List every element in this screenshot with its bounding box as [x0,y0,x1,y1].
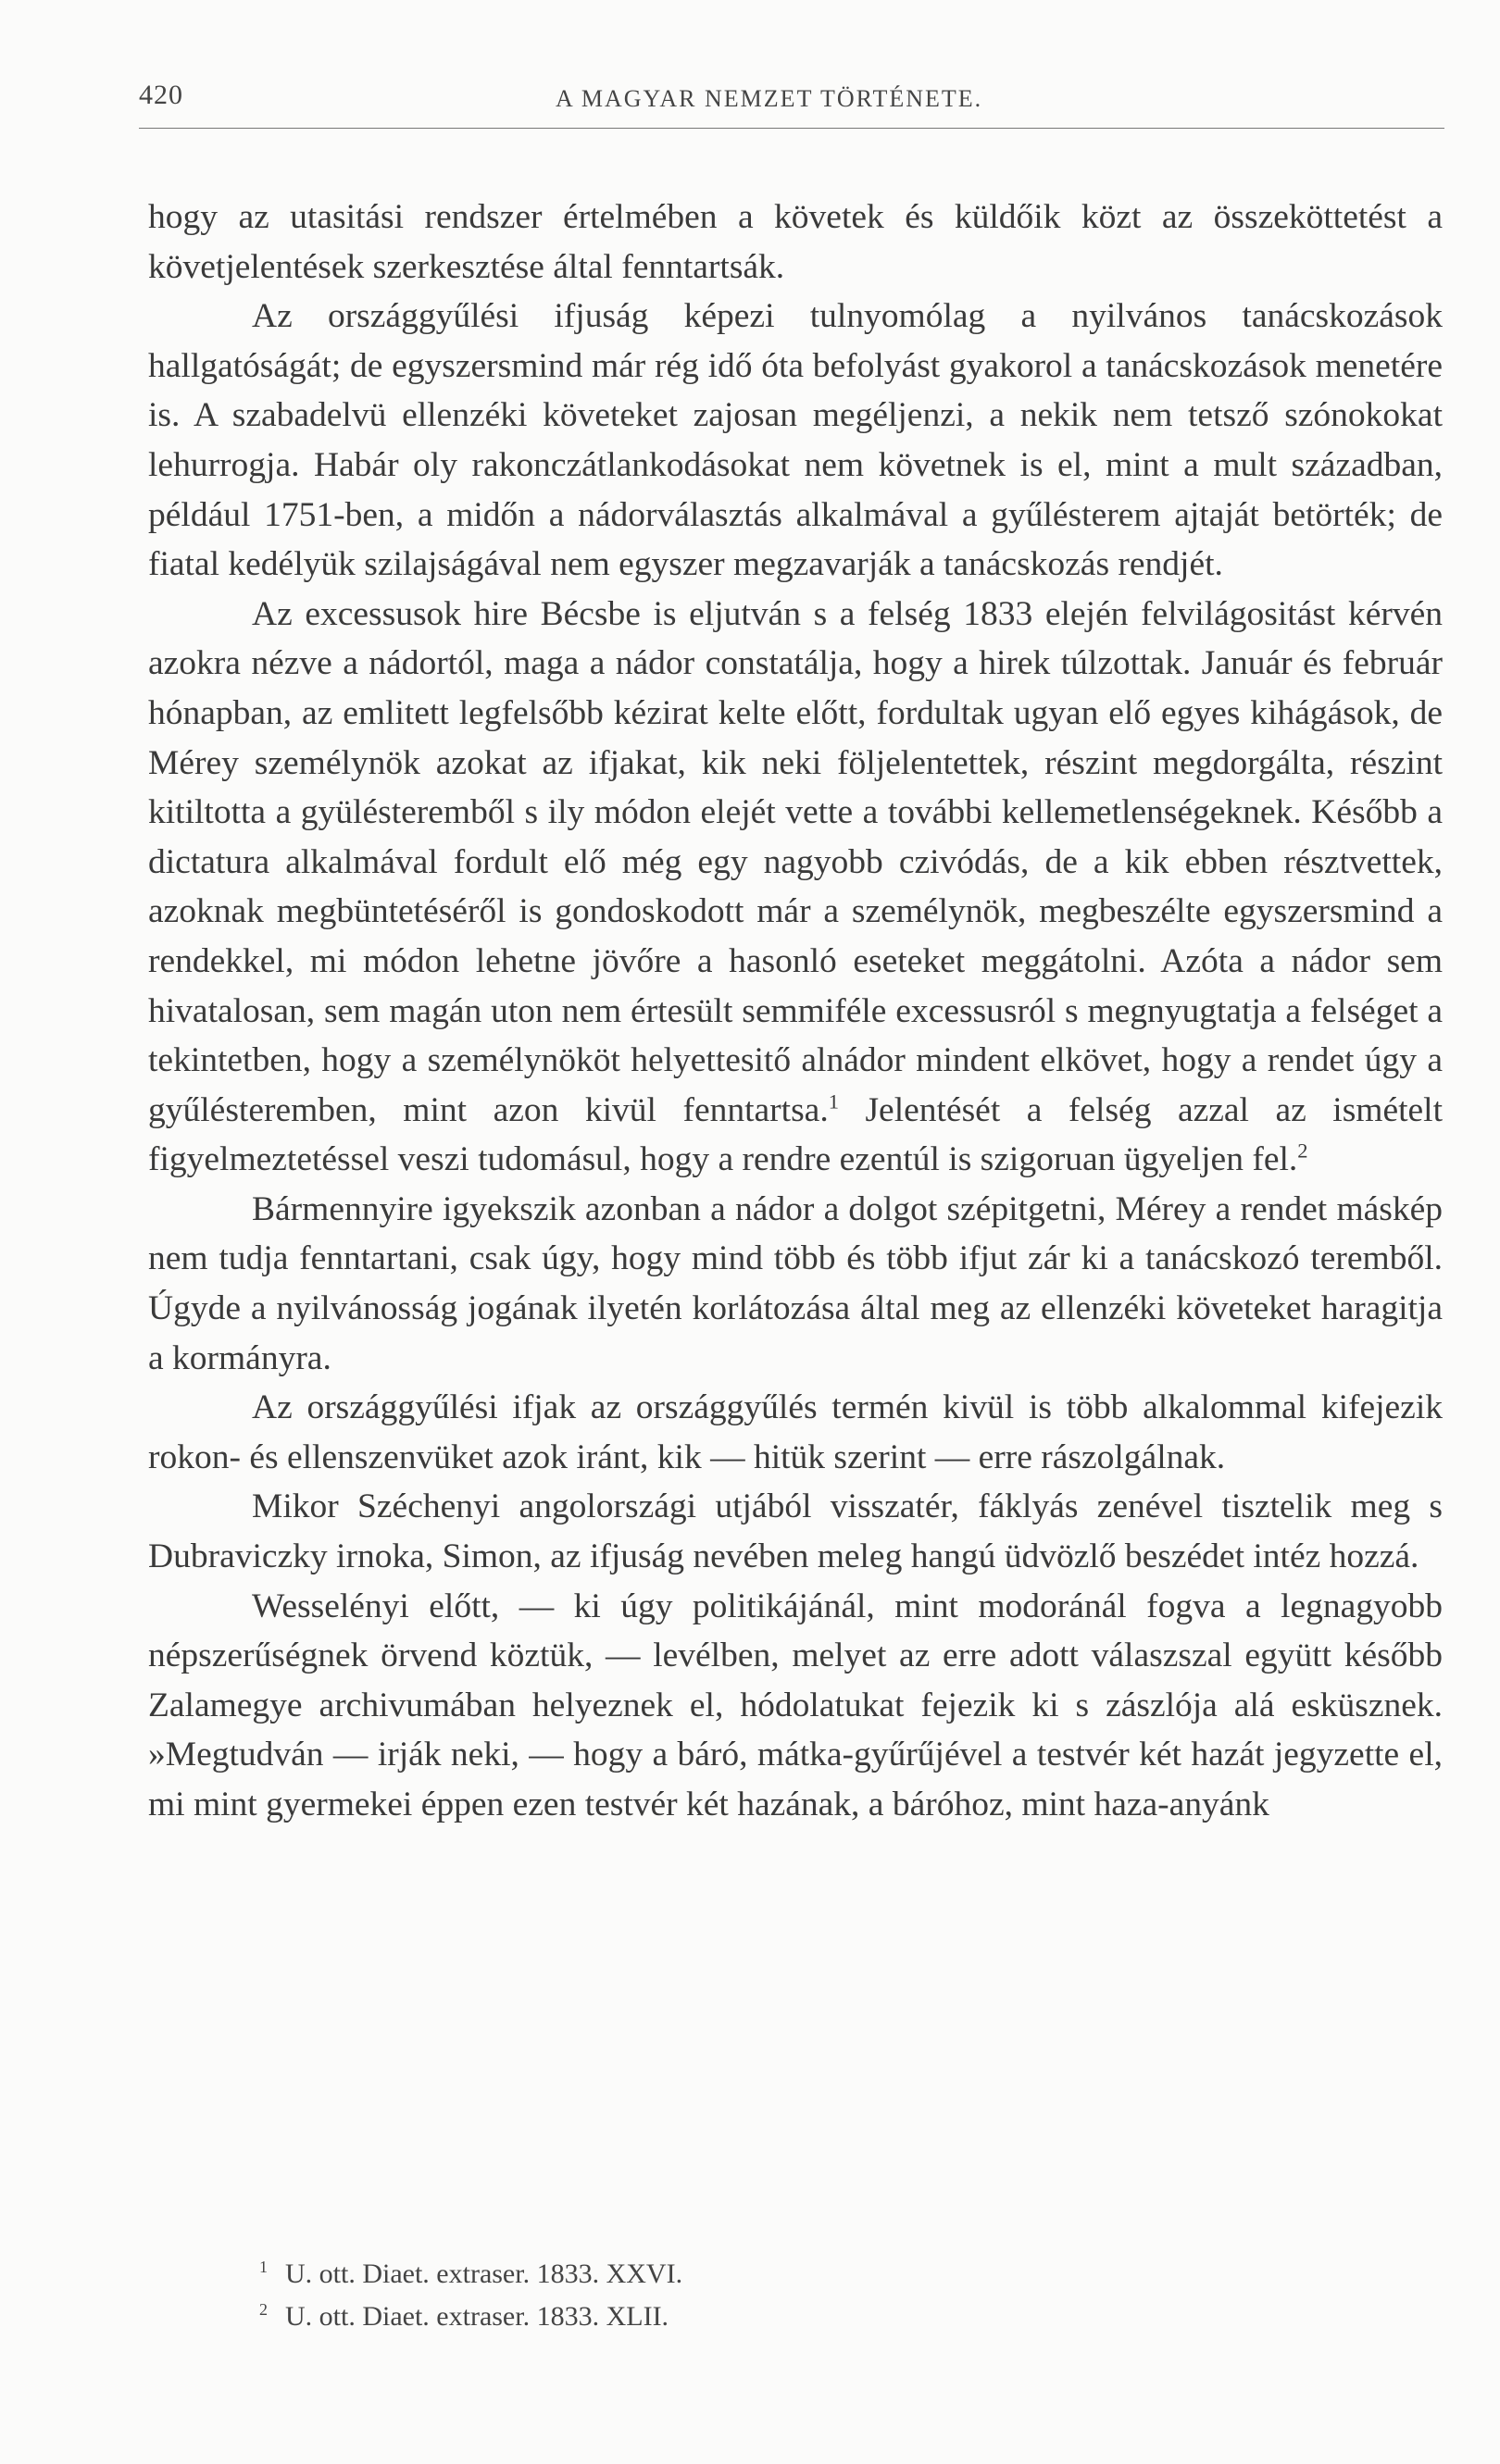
paragraph-text: Az országgyűlési ifjuság képezi tulnyomólag a nyilvános tanácskozások hallgatóságát; de egyszersmind már rég idő óta befolyást gyakorol a tanácskozások menetére is. A szabadelvü ellenzéki követeket zajosan megéljenzi, a nekik nem tetsző szónokokat lehurrogja. Habár oly rakonczátlankodásokat nem követnek is el, mint a mult században, például 1751-ben, a midőn a nádorválasztás alkalmával a gyűlésterem ajtaját betörték; de fiatal kedélyük szilajságával nem egyszer megzavarják a tanácskozás rendjét. [148,297,1443,584]
paragraph-text: Mikor Széchenyi angolországi utjából visszatér, fáklyás zenével tisztelik meg s Dubraviczky irnoka, Simon, az ifjuság nevében meleg hangú üdvözlő beszédet intéz hozzá. [148,1487,1443,1576]
paragraph-6 [148,1482,1443,1581]
footnote-mark: 2 [259,2300,268,2319]
paragraph-text: Az excessusok hire Bécsbe is eljutván s a felség 1833 elején felvilágositást kérvén azokra nézve a nádortól, maga a nádor constatálja, hogy a hirek túlzottak. Január és február hónapban, az emlitett legfelsőbb kézirat kelte előtt, fordultak ugyan elő egyes kihágások, de Mérey személynök azokat az ifjakat, kik neki följelentettek, részint megdorgálta, részint kitiltotta a gyülésteremből s ily módon elejét vette a további kellemetlenségeknek. Később a dictatura alkalmával fordult elő még egy nagyobb czivódás, de a kik ebben résztvettek, azoknak megbüntetéséről is gondoskodott már a személynök, megbeszélte egyszersmind a rendekkel, mi módon lehetne jövőre a hasonló eseteket meggátolni. Azóta a nádor sem hivatalosan, sem magán uton nem értesült semmiféle excessusról s megnyugtatja a felséget a tekintetben, hogy a személynököt helyettesitő alnádor mindent elkövet, hogy a rendet úgy a gyűlésteremben, mint azon kivül fenntartsa. [148,594,1443,1129]
footnotes [259,2253,1370,2338]
paragraph-2 [148,292,1443,590]
paragraph-text: hogy az utasitási rendszer értelmében a követek és küldőik közt az összeköttetést a követjelentések szerkesztése által fenntartsák. [148,198,1443,286]
paragraph-3 [148,590,1443,1185]
paragraph-text: Bármennyire igyekszik azonban a nádor a dolgot szépitgetni, Mérey a rendet máskép nem tudja fenntartani, csak úgy, hogy mind több és több ifjut zár ki a tanácskozó teremből. Úgyde a nyilvánosság jogának ilyetén korlátozása által meg az ellenzéki követeket haragitja a kormányra. [148,1189,1443,1377]
running-head-title: A MAGYAR NEMZET TÖRTÉNETE. [556,85,983,112]
footnote-ref-1: 1 [828,1089,839,1114]
footnote-mark: 1 [259,2258,268,2276]
body-text [148,193,1443,1830]
footnote-ref-2: 2 [1297,1139,1308,1163]
paragraph-text: Az országgyűlési ifjak az országgyűlés termén kivül is több alkalommal kifejezik rokon- és ellenszenvüket azok iránt, kik — hitük szerint — erre rászolgálnak. [148,1388,1443,1476]
page-number: 420 [139,80,183,110]
paragraph-5 [148,1383,1443,1482]
footnote-1 [259,2253,1370,2296]
running-head [139,80,1444,126]
paragraph-4 [148,1185,1443,1383]
paragraph-text: Wesselényi előtt, — ki úgy politikájánál, mint modoránál fogva a legnagyobb népszerűségnek örvend köztük, — levélben, melyet az erre adott válaszszal együtt később Zalamegye archivumában helyeznek el, hódolatukat fejezik ki s zászlója alá esküsznek. »Megtudván — irják neki, — hogy a báró, mátka-gyűrűjével a testvér két hazát jegyzette el, mi mint gyermekei éppen ezen testvér két hazának, a báróhoz, mint haza-anyánk [148,1587,1443,1823]
footnote-text: U. ott. Diaet. extraser. 1833. XLII. [285,2301,669,2332]
header-rule [139,128,1444,129]
paragraph-text-tail: Jelentését a felség azzal az ismételt figyelmeztetéssel veszi tudomásul, hogy a rendre ezentúl is szigoruan ügyeljen fel. [148,1090,1444,1179]
footnote-text: U. ott. Diaet. extraser. 1833. XXVI. [285,2259,683,2289]
footnote-2 [259,2296,1370,2338]
paragraph-1 [148,193,1443,292]
paragraph-7 [148,1582,1443,1830]
